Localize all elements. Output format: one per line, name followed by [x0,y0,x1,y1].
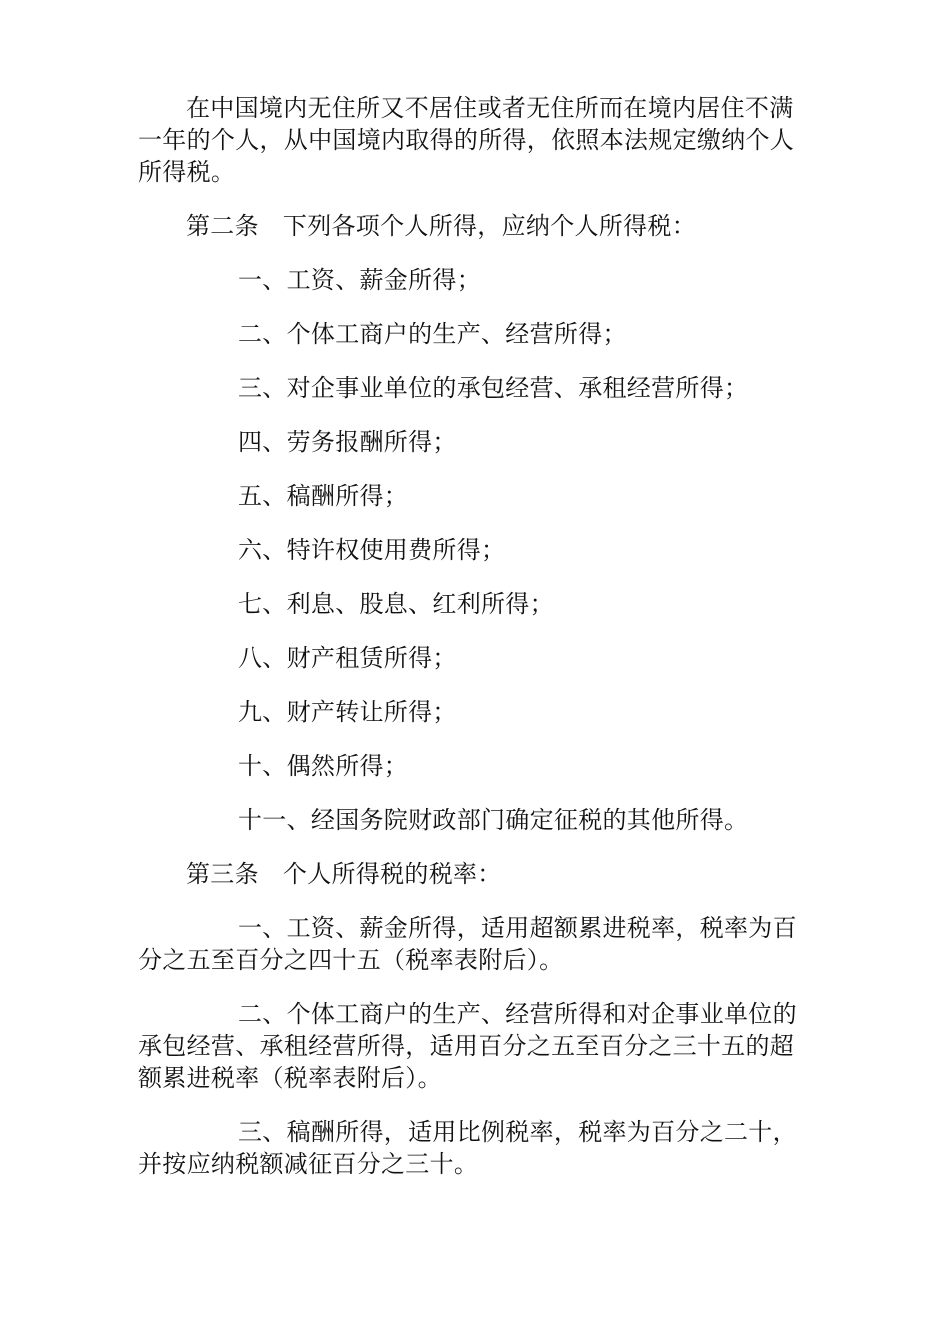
article-2-item-11: 十一、经国务院财政部门确定征税的其他所得。 [238,806,749,834]
article-3 [138,858,810,890]
article-3-item-3: 三、稿酬所得，适用比例税率，税率为百分之二十，并按应纳税额减征百分之三十。 [138,1118,797,1178]
article-3-heading: 第三条 [186,860,259,888]
document-body [138,92,810,1202]
article-2-item-5: 五、稿酬所得； [238,482,409,510]
article-2-item-3: 三、对企事业单位的承包经营、承租经营所得； [238,374,749,402]
article-2-item-9: 九、财产转让所得； [238,698,457,726]
article-2-item-7: 七、利息、股息、红利所得； [238,590,554,618]
article-2-item-1: 一、工资、薪金所得； [238,266,481,294]
article-2 [138,210,810,242]
article-2-item-6: 六、特许权使用费所得； [238,536,506,564]
paragraph-intro: 在中国境内无住所又不居住或者无住所而在境内居住不满一年的个人，从中国境内取得的所得，依照本法规定缴纳个人所得税。 [138,94,795,186]
article-2-item-4: 四、劳务报酬所得； [238,428,457,456]
article-3-item-1: 一、工资、薪金所得，适用超额累进税率，税率为百分之五至百分之四十五（税率表附后）。 [138,914,797,974]
article-3-text: 个人所得税的税率： [282,860,502,888]
article-2-item-2: 二、个体工商户的生产、经营所得； [238,320,627,348]
article-2-item-10: 十、偶然所得； [238,752,409,780]
article-3-item-2: 二、个体工商户的生产、经营所得和对企事业单位的承包经营、承租经营所得，适用百分之五至百分之三十五的超额累进税率（税率表附后）。 [138,1000,797,1092]
article-2-heading: 第二条 [186,212,259,240]
article-2-text: 下列各项个人所得，应纳个人所得税： [282,212,697,240]
article-2-item-8: 八、财产租赁所得； [238,644,457,672]
